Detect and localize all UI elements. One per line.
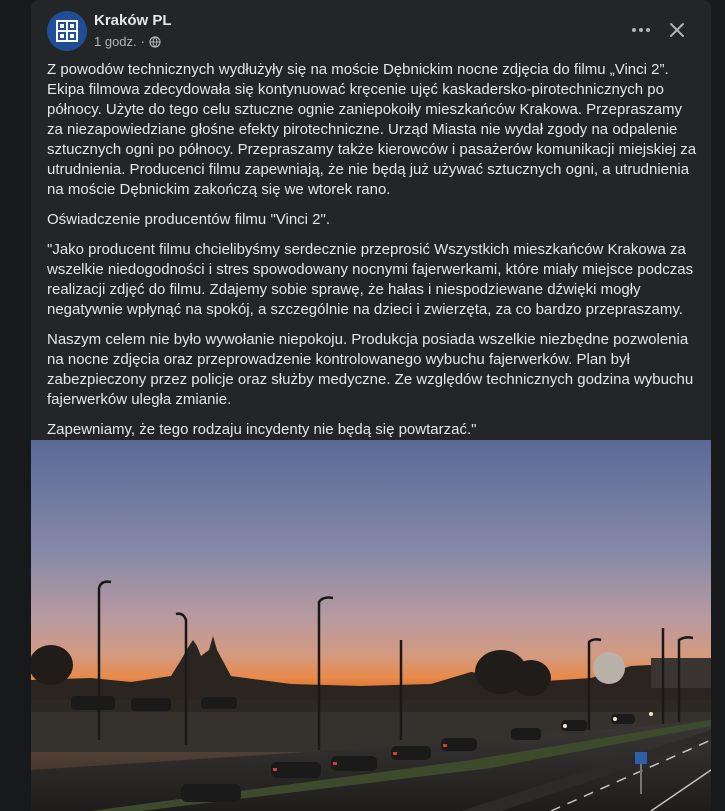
- post-meta: [94, 34, 161, 49]
- meta-separator: ·: [140, 34, 145, 49]
- more-horizontal-icon: [631, 27, 651, 33]
- post-body: [47, 60, 697, 450]
- close-icon: [669, 22, 685, 38]
- post-time[interactable]: 1 godz.: [94, 34, 137, 49]
- sunset-bridge-photo: [31, 440, 711, 811]
- post-paragraph: Zapewniamy, że tego rodzaju incydenty nie będą się powtarzać.": [47, 421, 477, 438]
- post-header: [31, 0, 711, 60]
- page-avatar[interactable]: [47, 11, 87, 51]
- post-photo[interactable]: [31, 440, 711, 811]
- page-name-link[interactable]: Kraków PL: [94, 12, 172, 29]
- post-paragraph: Oświadczenie producentów filmu "Vinci 2".: [47, 211, 331, 228]
- post-paragraph: "Jako producent filmu chcielibyśmy serdecznie przeprosić Wszystkich mieszkańców Krakowa za wszelkie niedogodności i stres spowodowany nocnymi fajerwerkami, które miały miejsce podczas realizacji zdjęć do filmu. Zdajemy sobie sprawę, że hałas i niespodziewane dźwięki mogły negatywnie wpłynąć na spokój, a szczególnie na dzieci i zwierzęta, za co bardzo przepraszamy.: [47, 241, 694, 318]
- city-logo-icon: [47, 11, 87, 51]
- post-card: [31, 0, 711, 811]
- more-options-button[interactable]: [625, 14, 657, 46]
- post-paragraph: Naszym celem nie było wywołanie niepokoju. Produkcja posiada wszelkie niezbędne pozwolenia na nocne zdjęcia oraz przeprowadzenie kontrolowanego wybuchu fajerwerków. Plan był zabezpieczony przez policje oraz służby medyczne. Ze względów technicznych godzina wybuchu fajerwerków uległa zmianie.: [47, 331, 694, 408]
- globe-icon: [149, 36, 161, 48]
- post-paragraph: Z powodów technicznych wydłużyły się na moście Dębnickim nocne zdjęcia do filmu „Vinci 2”. Ekipa filmowa zdecydowała się kontynuować kręcenie ujęć kaskadersko-pirotechnicznych po północy. Użyte do tego celu sztuczne ognie zaniepokoiły mieszkańców Krakowa. Przepraszamy za niezapowiedziane głośne efekty pirotechniczne. Urząd Miasta nie wydał zgody na odpalenie sztucznych ogni po północy. Przepraszamy także kierowców i pasażerów komunikacji miejskiej za utrudnienia. Producenci filmu zapewniają, że nie będą już używać sztucznych ogni, a utrudnienia na moście Dębnickim zakończą się we wtorek rano.: [47, 61, 697, 198]
- close-button[interactable]: [661, 14, 693, 46]
